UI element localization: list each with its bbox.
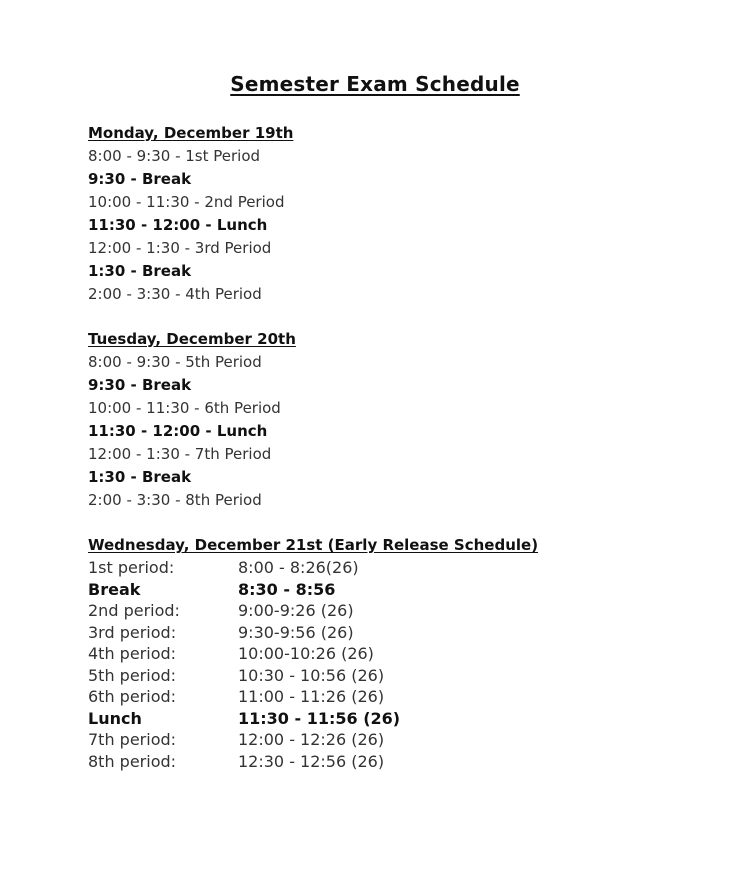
period-label: 1st period: [88,558,175,577]
period-time: 11:00 - 11:26 (26) [238,687,385,706]
wednesday-heading: Wednesday, December 21st (Early Release Schedule) [88,536,539,554]
period-label: 4th period: [88,644,177,663]
period-time: 12:30 - 12:56 (26) [238,751,385,771]
period-label: 6th period: [88,687,177,706]
period-time: 9:00-9:26 (26) [238,601,354,620]
period-time: 8:00 - 8:26(26) [238,558,359,577]
period-label: 8th period: [88,751,177,771]
schedule-line: 9:30 - Break [88,376,192,394]
monday-section [88,122,293,306]
schedule-line: 8:00 - 9:30 - 1st Period [88,147,261,165]
period-time: 10:00-10:26 (26) [238,644,374,663]
period-label: 7th period: [88,730,177,749]
early-release-table [88,557,538,772]
period-label: Lunch [88,708,142,728]
period-label: Break [88,579,141,599]
table-row [88,686,538,708]
period-time: 11:30 - 11:56 (26) [238,708,401,728]
table-row [88,708,538,730]
period-label: 5th period: [88,665,177,685]
table-row [88,622,538,644]
table-row [88,751,538,773]
table-row [88,643,538,665]
monday-heading: Monday, December 19th [88,124,294,142]
schedule-line: 8:00 - 9:30 - 5th Period [88,353,262,371]
period-label: 3rd period: [88,622,177,642]
schedule-line: 1:30 - Break [88,262,192,280]
table-row [88,579,538,601]
period-label: 2nd period: [88,601,180,620]
schedule-line: 12:00 - 1:30 - 3rd Period [88,239,272,257]
schedule-line: 11:30 - 12:00 - Lunch [88,216,268,234]
schedule-line: 10:00 - 11:30 - 6th Period [88,399,281,417]
tuesday-section [88,328,296,512]
page-title: Semester Exam Schedule [230,72,520,96]
period-time: 10:30 - 10:56 (26) [238,665,385,685]
tuesday-heading: Tuesday, December 20th [88,330,296,348]
schedule-line: 10:00 - 11:30 - 2nd Period [88,193,285,211]
table-row [88,665,538,687]
period-time: 12:00 - 12:26 (26) [238,730,385,749]
schedule-line: 2:00 - 3:30 - 4th Period [88,285,262,303]
period-time: 9:30-9:56 (26) [238,622,354,642]
table-row [88,557,538,579]
schedule-line: 9:30 - Break [88,170,192,188]
table-row [88,600,538,622]
schedule-line: 11:30 - 12:00 - Lunch [88,422,268,440]
schedule-line: 12:00 - 1:30 - 7th Period [88,445,272,463]
schedule-line: 2:00 - 3:30 - 8th Period [88,491,262,509]
period-time: 8:30 - 8:56 [238,579,336,599]
schedule-line: 1:30 - Break [88,468,192,486]
table-row [88,729,538,751]
wednesday-section [88,534,538,772]
